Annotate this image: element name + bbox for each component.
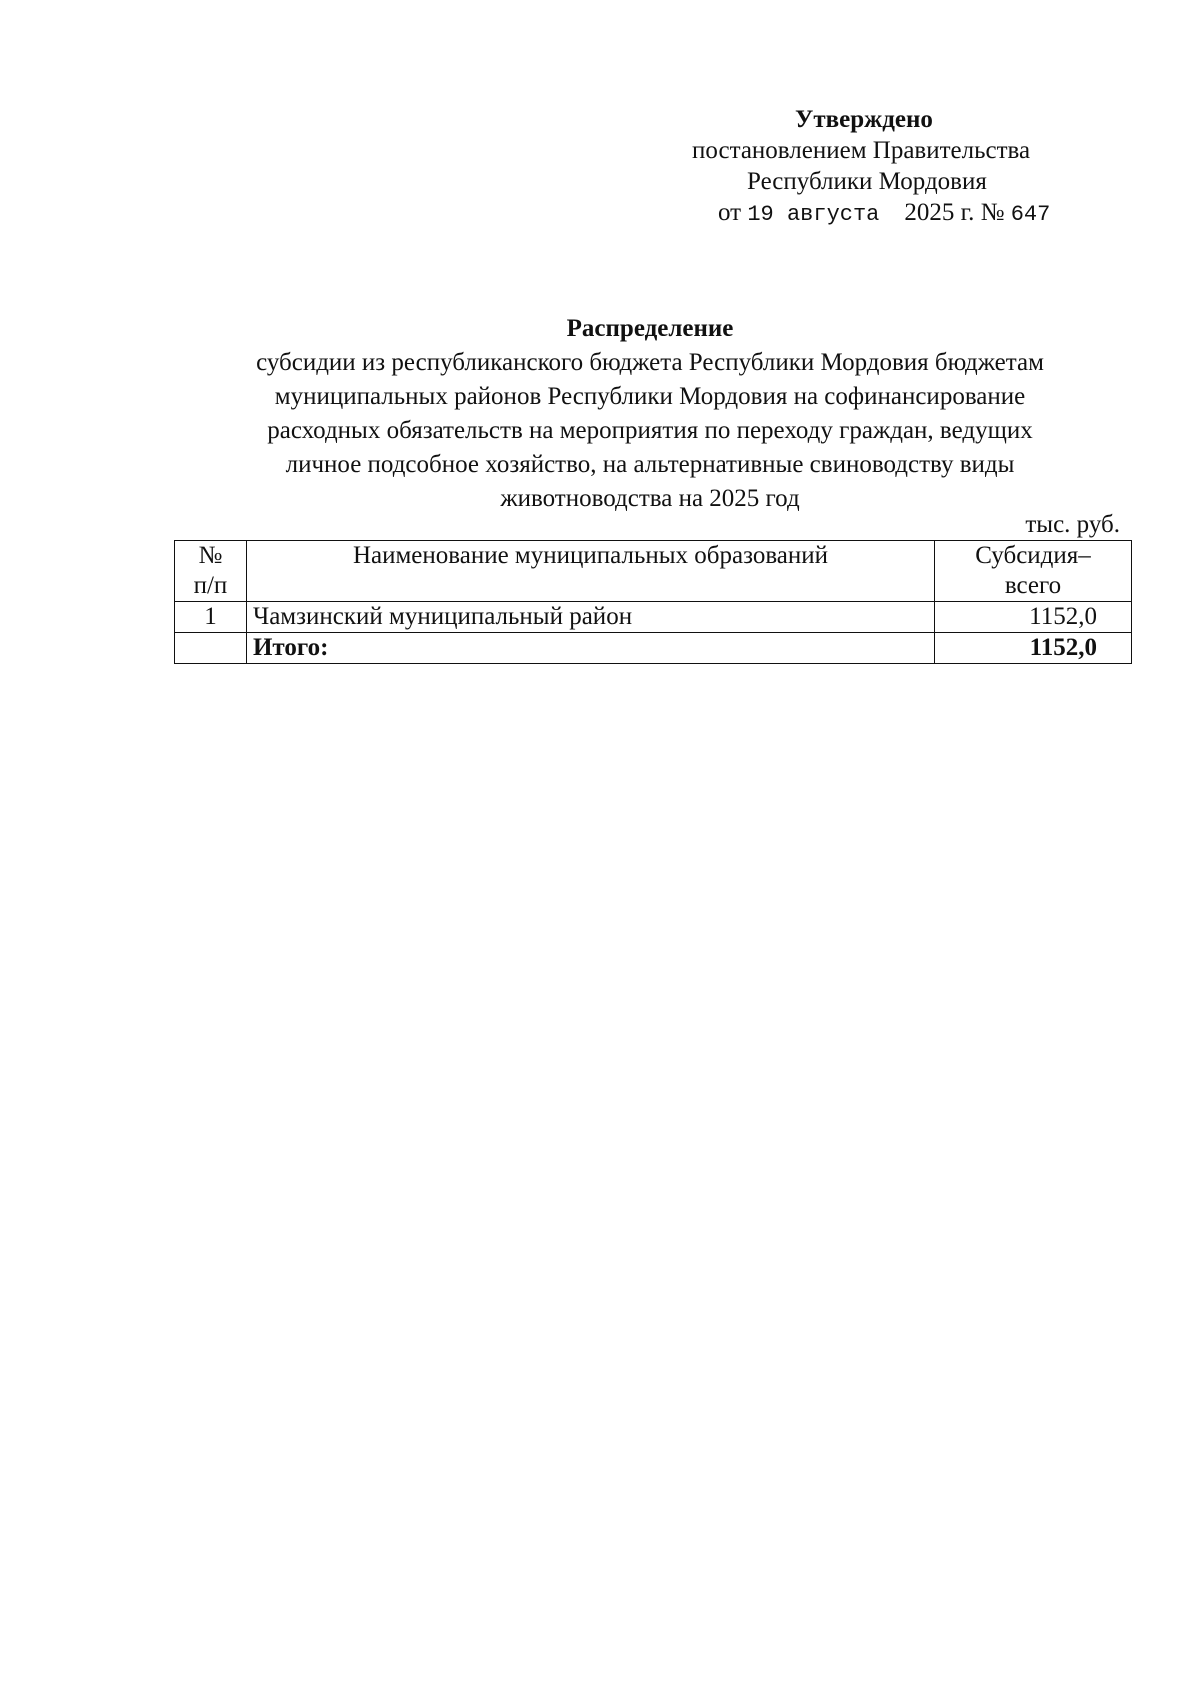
header-name: Наименование муниципальных образований bbox=[246, 541, 934, 602]
approval-number: 647 bbox=[1010, 202, 1051, 227]
heading-line-5: животноводства на 2025 год bbox=[500, 485, 800, 512]
heading-line-1: субсидии из республиканского бюджета Республики Мордовия бюджетам bbox=[256, 349, 1044, 376]
document-heading bbox=[160, 312, 1140, 516]
approval-block bbox=[640, 104, 1080, 230]
approval-date bbox=[640, 197, 1080, 230]
document-title: Распределение bbox=[566, 315, 734, 342]
approval-title: Утверждено bbox=[795, 106, 933, 133]
approval-date-value: 19 августа bbox=[747, 202, 880, 227]
header-num-line-1: № bbox=[198, 542, 223, 569]
unit-label: тыс. руб. bbox=[1025, 511, 1120, 538]
table-total-row bbox=[175, 633, 1132, 664]
header-sum bbox=[935, 541, 1132, 602]
row-name: Чамзинский муниципальный район bbox=[246, 602, 934, 633]
heading-line-2: муниципальных районов Республики Мордовия на софинансирование bbox=[274, 383, 1026, 410]
row-sum: 1152,0 bbox=[935, 602, 1132, 633]
header-num bbox=[175, 541, 247, 602]
approval-line-2: Республики Мордовия bbox=[747, 168, 987, 195]
table-row bbox=[175, 602, 1132, 633]
header-num-line-2: п/п bbox=[193, 572, 228, 599]
total-num bbox=[175, 633, 247, 664]
total-sum: 1152,0 bbox=[935, 633, 1132, 664]
row-num: 1 bbox=[175, 602, 247, 633]
approval-year: 2025 г. № bbox=[904, 199, 1005, 226]
table-header-row bbox=[175, 541, 1132, 602]
header-sum-line-1: Субсидия– bbox=[975, 542, 1091, 569]
heading-line-3: расходных обязательств на мероприятия по переходу граждан, ведущих bbox=[267, 417, 1033, 444]
distribution-table bbox=[174, 540, 1132, 664]
approval-line-1: постановлением Правительства bbox=[692, 137, 1031, 164]
header-sum-line-2: всего bbox=[1004, 572, 1062, 599]
approval-date-prefix: от bbox=[718, 199, 742, 226]
heading-line-4: личное подсобное хозяйство, на альтернативные свиноводству виды bbox=[285, 451, 1015, 478]
total-label: Итого: bbox=[246, 633, 934, 664]
